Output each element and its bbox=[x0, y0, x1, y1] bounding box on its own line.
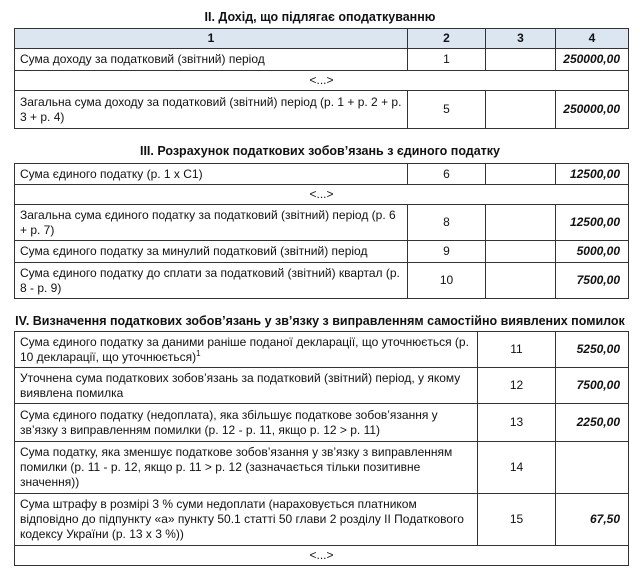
header-col-4: 4 bbox=[556, 29, 629, 49]
omitted-rows-marker: <...> bbox=[15, 185, 629, 205]
table-gap-row bbox=[15, 71, 629, 91]
table-row bbox=[15, 494, 629, 546]
row-value bbox=[556, 442, 629, 494]
header-col-2: 2 bbox=[408, 29, 486, 49]
row-value: 5250,00 bbox=[556, 332, 629, 368]
row-code: 14 bbox=[478, 442, 556, 494]
section4-title: IV. Визначення податкових зобов’язань у зв’язку з виправленням самостійно виявлених помилок bbox=[15, 314, 625, 328]
row-label-text: Сума єдиного податку за даними раніше поданої декларації, що уточнюється (р. 10 декларації, що уточнюється) bbox=[20, 334, 469, 364]
row-label: Сума штрафу в розмірі 3 % суми недоплати (нараховується платником відповідно до підпункту «а» пункту 50.1 статті 50 глави 2 розділу ІІ Податкового кодексу України (р. 13 х 3 %)) bbox=[15, 494, 478, 546]
header-col-3: 3 bbox=[486, 29, 556, 49]
row-value: 12500,00 bbox=[556, 205, 629, 241]
table-row bbox=[15, 332, 629, 368]
row-col3 bbox=[486, 263, 556, 299]
row-code: 6 bbox=[408, 164, 486, 185]
table-gap-row bbox=[15, 185, 629, 205]
row-label bbox=[15, 332, 478, 368]
row-code: 8 bbox=[408, 205, 486, 241]
row-label: Уточнена сума податкових зобов’язань за податковий (звітний) період, у якому виявлена помилка bbox=[15, 368, 478, 404]
row-label: Загальна сума доходу за податковий (звітний) період (р. 1 + р. 2 + р. 3 + р. 4) bbox=[15, 91, 408, 129]
row-label: Сума єдиного податку (р. 1 х С1) bbox=[15, 164, 408, 185]
row-label: Сума податку, яка зменшує податкове зобов’язання у зв’язку з виправленням помилки (р. 11 - р. 12, якщо р. 11 > р. 12 (зазначається тільки позитивне значення)) bbox=[15, 442, 478, 494]
row-code: 13 bbox=[478, 404, 556, 442]
row-value: 5000,00 bbox=[556, 241, 629, 263]
row-code: 10 bbox=[408, 263, 486, 299]
section3-title: III. Розрахунок податкових зобов’язань з єдиного податку bbox=[139, 144, 501, 158]
row-col3 bbox=[486, 49, 556, 71]
table-gap-row bbox=[15, 546, 629, 566]
table-row bbox=[15, 91, 629, 129]
row-value: 2250,00 bbox=[556, 404, 629, 442]
table-row bbox=[15, 164, 629, 185]
row-value: 67,50 bbox=[556, 494, 629, 546]
table-row bbox=[15, 263, 629, 299]
row-col3 bbox=[486, 205, 556, 241]
row-code: 11 bbox=[478, 332, 556, 368]
row-col3 bbox=[486, 241, 556, 263]
row-label: Сума єдиного податку до сплати за податковий (звітний) квартал (р. 8 - р. 9) bbox=[15, 263, 408, 299]
row-value: 250000,00 bbox=[556, 49, 629, 71]
row-code: 15 bbox=[478, 494, 556, 546]
table-header-row bbox=[15, 29, 629, 49]
omitted-rows-marker: <...> bbox=[15, 71, 629, 91]
row-label: Сума єдиного податку за минулий податковий (звітний) період bbox=[15, 241, 408, 263]
row-col3 bbox=[486, 164, 556, 185]
table-row bbox=[15, 205, 629, 241]
row-value: 7500,00 bbox=[556, 368, 629, 404]
row-label: Сума доходу за податковий (звітний) період bbox=[15, 49, 408, 71]
table-row bbox=[15, 368, 629, 404]
table-row bbox=[15, 241, 629, 263]
section2-title: II. Дохід, що підлягає оподаткуванню bbox=[204, 10, 436, 24]
table-row bbox=[15, 49, 629, 71]
table-row bbox=[15, 442, 629, 494]
omitted-rows-marker: <...> bbox=[15, 546, 629, 566]
row-code: 12 bbox=[478, 368, 556, 404]
row-code: 1 bbox=[408, 49, 486, 71]
row-label: Сума єдиного податку (недоплата), яка збільшує податкове зобов’язання у зв’язку з виправленням помилки (р. 12 - р. 11, якщо р. 12 > р. 11) bbox=[15, 404, 478, 442]
row-code: 5 bbox=[408, 91, 486, 129]
row-label: Загальна сума єдиного податку за податковий (звітний) період (р. 6 + р. 7) bbox=[15, 205, 408, 241]
header-col-1: 1 bbox=[15, 29, 408, 49]
row-code: 9 bbox=[408, 241, 486, 263]
row-value: 250000,00 bbox=[556, 91, 629, 129]
footnote-marker: 1 bbox=[196, 348, 201, 358]
section3-table bbox=[14, 163, 629, 299]
row-value: 7500,00 bbox=[556, 263, 629, 299]
section4-table bbox=[14, 331, 629, 566]
section2-table bbox=[14, 28, 629, 129]
row-col3 bbox=[486, 91, 556, 129]
row-value: 12500,00 bbox=[556, 164, 629, 185]
table-row bbox=[15, 404, 629, 442]
